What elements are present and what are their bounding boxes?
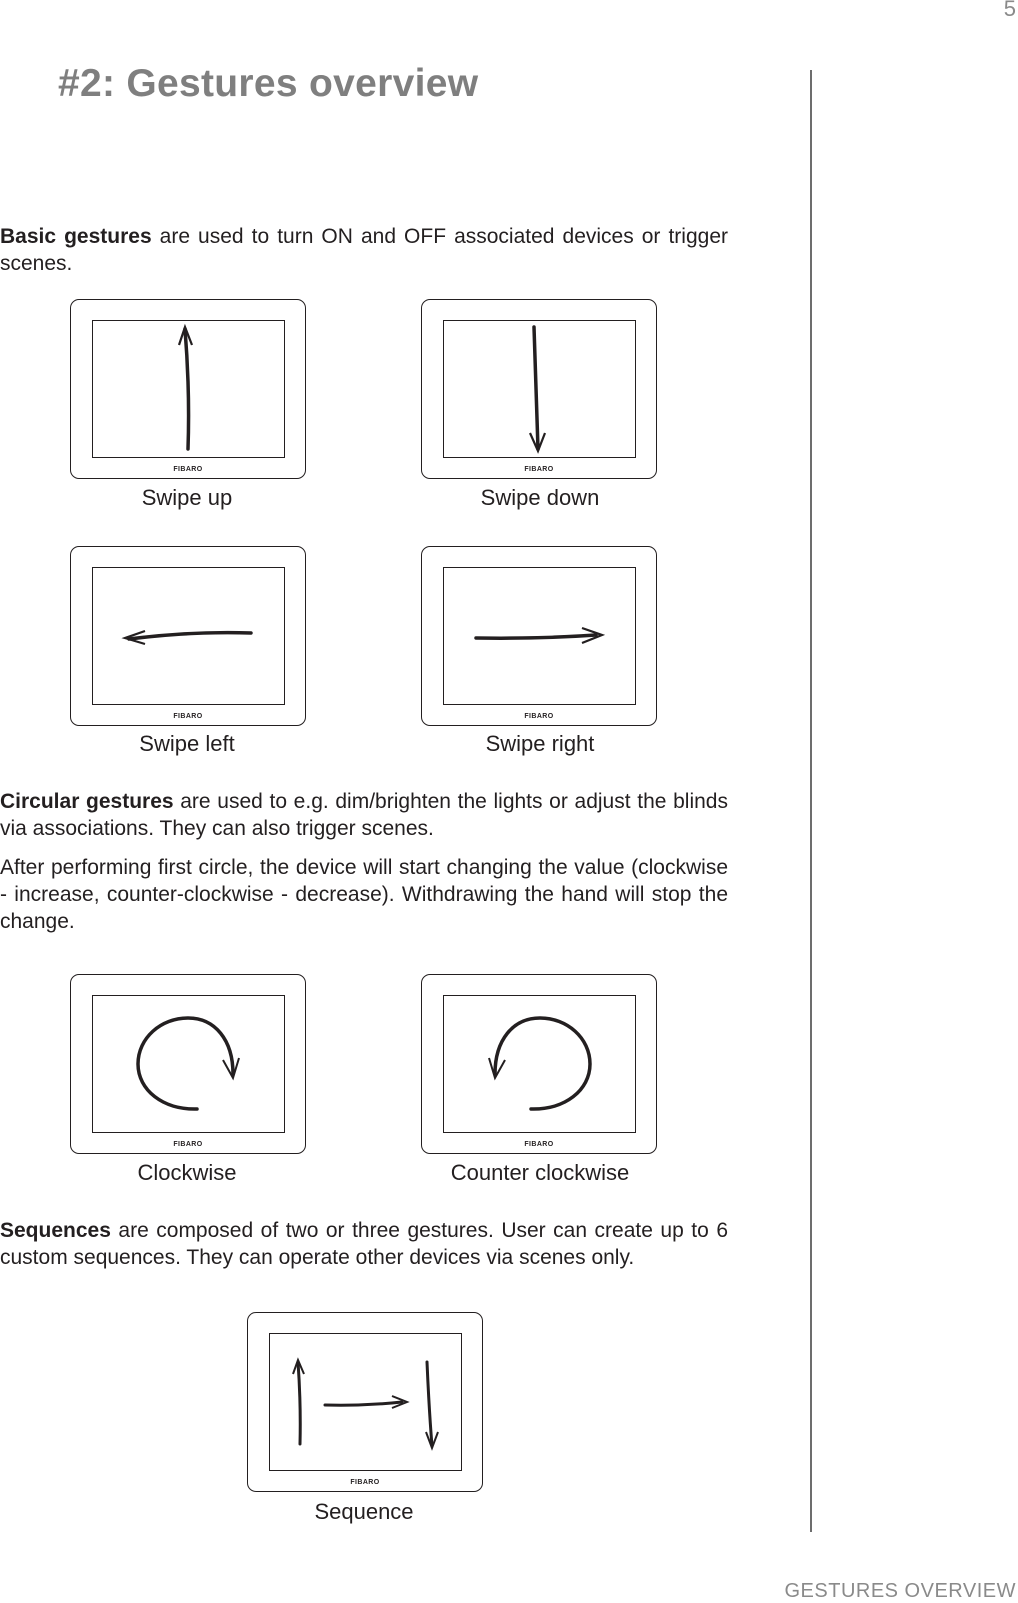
gesture-device-swipe-up xyxy=(70,299,306,479)
footer-section-label: GESTURES OVERVIEW xyxy=(784,1580,1016,1602)
circular-gestures-lead: Circular gestures xyxy=(0,790,174,813)
caption-swipe-down: Swipe down xyxy=(480,485,600,510)
device-screen xyxy=(443,567,636,705)
device-screen xyxy=(443,320,636,458)
device-screen xyxy=(92,320,285,458)
gesture-device-sequence xyxy=(247,1312,483,1492)
sequences-lead: Sequences xyxy=(0,1219,111,1242)
device-brand-label: FIBARO xyxy=(524,713,554,720)
basic-gestures-lead: Basic gestures xyxy=(0,225,152,248)
device-brand-label: FIBARO xyxy=(524,466,554,473)
device-brand-label: FIBARO xyxy=(173,1141,203,1148)
counter-clockwise-circle-icon xyxy=(444,996,635,1132)
gesture-device-swipe-left xyxy=(70,546,306,726)
circular-behavior-paragraph: After performing first circle, the device will start changing the value (clockwise - increase, counter-clockwise - decrease). Withdrawing the hand will stop the change. xyxy=(0,856,728,933)
basic-gestures-text: are used to turn ON and OFF associated devices or trigger scenes. xyxy=(0,225,728,275)
gesture-device-swipe-down xyxy=(421,299,657,479)
clockwise-circle-icon xyxy=(93,996,284,1132)
gesture-device-counter-clockwise xyxy=(421,974,657,1154)
swipe-right-arrow-icon xyxy=(444,568,635,704)
circular-gestures-paragraph xyxy=(0,788,728,842)
page-number: 5 xyxy=(1003,0,1016,21)
caption-swipe-up: Swipe up xyxy=(141,485,233,510)
sequence-arrows-icon xyxy=(270,1334,461,1470)
device-screen xyxy=(92,567,285,705)
caption-swipe-left: Swipe left xyxy=(139,731,235,756)
caption-clockwise: Clockwise xyxy=(137,1160,237,1185)
device-screen xyxy=(269,1333,462,1471)
page-title: #2: Gestures overview xyxy=(58,62,479,105)
device-screen xyxy=(92,995,285,1133)
swipe-down-arrow-icon xyxy=(444,321,635,457)
device-brand-label: FIBARO xyxy=(173,713,203,720)
margin-divider xyxy=(810,70,812,1532)
caption-sequence: Sequence xyxy=(314,1499,414,1524)
device-brand-label: FIBARO xyxy=(350,1479,380,1486)
circular-gestures-text: are used to e.g. dim/brighten the lights or adjust the blinds via associations. They can also trigger scenes. xyxy=(0,790,728,840)
caption-swipe-right: Swipe right xyxy=(485,731,595,756)
device-screen xyxy=(443,995,636,1133)
basic-gestures-paragraph xyxy=(0,223,728,277)
sequences-text: are composed of two or three gestures. User can create up to 6 custom sequences. They can operate other devices via scenes only. xyxy=(0,1219,728,1269)
caption-counter-clockwise: Counter clockwise xyxy=(450,1160,630,1185)
device-brand-label: FIBARO xyxy=(524,1141,554,1148)
swipe-left-arrow-icon xyxy=(93,568,284,704)
device-brand-label: FIBARO xyxy=(173,466,203,473)
gesture-device-swipe-right xyxy=(421,546,657,726)
gesture-device-clockwise xyxy=(70,974,306,1154)
swipe-up-arrow-icon xyxy=(93,321,284,457)
sequences-paragraph xyxy=(0,1217,728,1271)
